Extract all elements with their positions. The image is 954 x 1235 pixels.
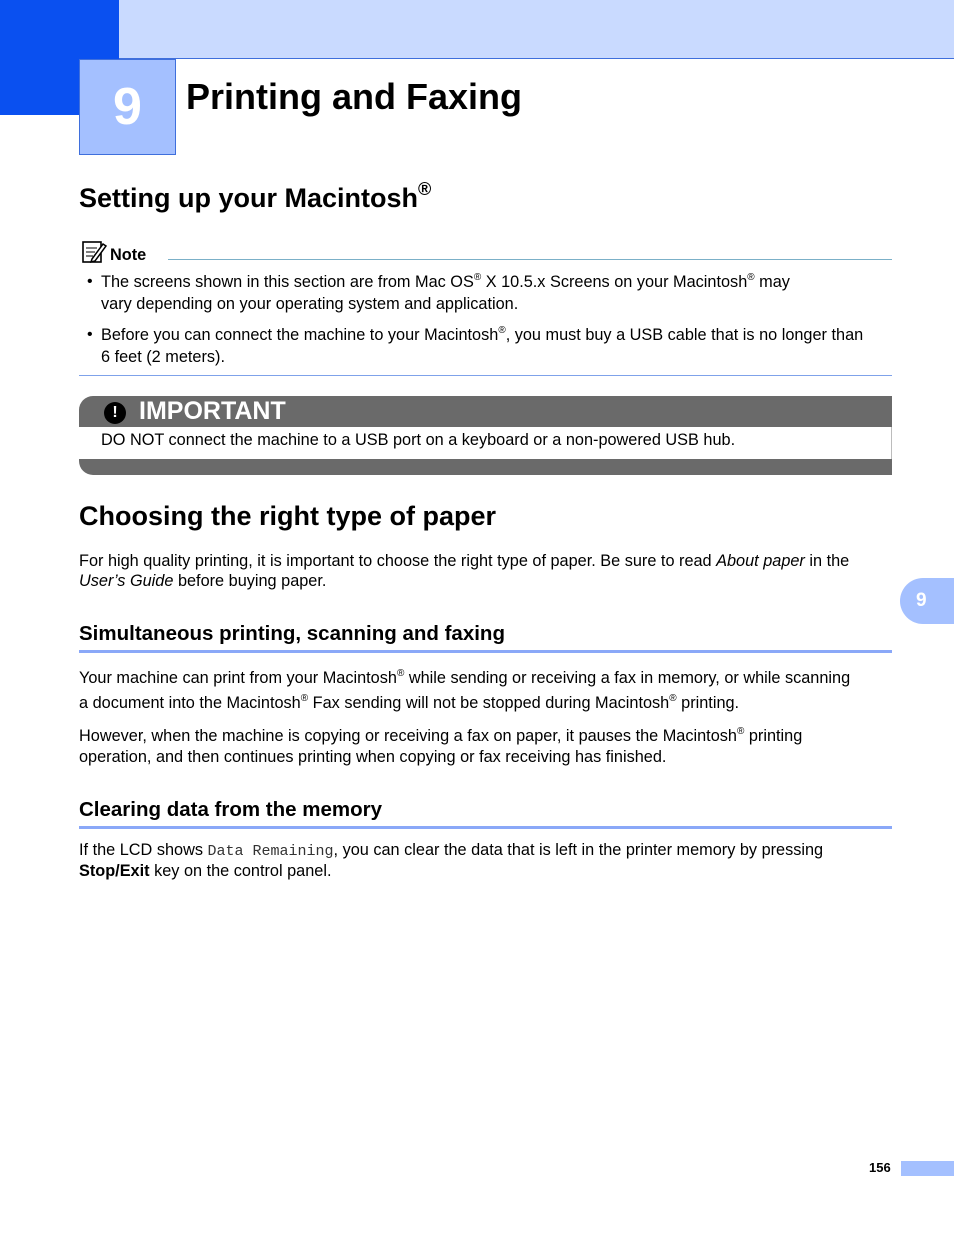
simultaneous-p1-line-1: Your machine can print from your Macintosh® while sending or receiving a fax in memory, or while scanning <box>79 667 851 687</box>
simultaneous-p1-line-2: a document into the Macintosh® Fax sending will not be stopped during Macintosh® printing. <box>79 692 740 712</box>
clearing-p1-line-2: Stop/Exit key on the control panel. <box>79 862 332 880</box>
clearing-p1-line-1: If the LCD shows Data Remaining, you can clear the data that is left in the printer memory by pressing <box>79 841 824 860</box>
chapter-number-box <box>79 59 176 155</box>
chapter-number: 9 <box>113 78 142 136</box>
note-end-divider <box>79 375 892 376</box>
key-name: Stop/Exit <box>79 862 150 880</box>
section-title-paper: Choosing the right type of paper <box>79 501 496 531</box>
note-divider <box>168 259 892 260</box>
lcd-message: Data Remaining <box>207 843 334 860</box>
subsection-title-simultaneous: Simultaneous printing, scanning and faxing <box>79 622 505 645</box>
subsection-rule <box>79 650 892 653</box>
chapter-title: Printing and Faxing <box>186 76 523 117</box>
note-bullet-2-line-1: Before you can connect the machine to your Macintosh®, you must buy a USB cable that is no longer than <box>101 324 864 344</box>
note-bullet-1-line-2: vary depending on your operating system and application. <box>101 295 519 313</box>
important-label: IMPORTANT <box>139 397 286 425</box>
header-band <box>0 0 954 59</box>
important-footer-bar <box>79 459 892 475</box>
subsection-rule <box>79 826 892 829</box>
page-number-bar <box>901 1161 954 1176</box>
exclamation-icon: ! <box>104 402 126 424</box>
paper-intro-line-2: User’s Guide before buying paper. <box>79 572 327 590</box>
note-label: Note <box>110 246 147 264</box>
subsection-title-clearing: Clearing data from the memory <box>79 798 383 821</box>
important-side-border <box>891 427 892 459</box>
bullet: • <box>87 326 93 343</box>
simultaneous-p2-line-2: operation, and then continues printing when copying or fax receiving has finished. <box>79 748 667 766</box>
paper-intro-line-1: For high quality printing, it is important to choose the right type of paper. Be sure to read About paper in the <box>79 552 850 570</box>
note-bullet-1-line-1: The screens shown in this section are from Mac OS® X 10.5.x Screens on your Macintosh® may <box>101 271 790 291</box>
note-pencil-icon <box>81 240 107 264</box>
page-number: 156 <box>869 1160 891 1175</box>
important-text: DO NOT connect the machine to a USB port on a keyboard or a non-powered USB hub. <box>101 431 736 449</box>
simultaneous-p2-line-1: However, when the machine is copying or receiving a fax on paper, it pauses the Macintosh® printing <box>79 725 803 745</box>
section-title-setup: Setting up your Macintosh® <box>79 179 432 213</box>
chapter-side-tab: 9 <box>900 578 954 624</box>
note-bullet-2-line-2: 6 feet (2 meters). <box>101 348 225 366</box>
bullet: • <box>87 273 93 290</box>
